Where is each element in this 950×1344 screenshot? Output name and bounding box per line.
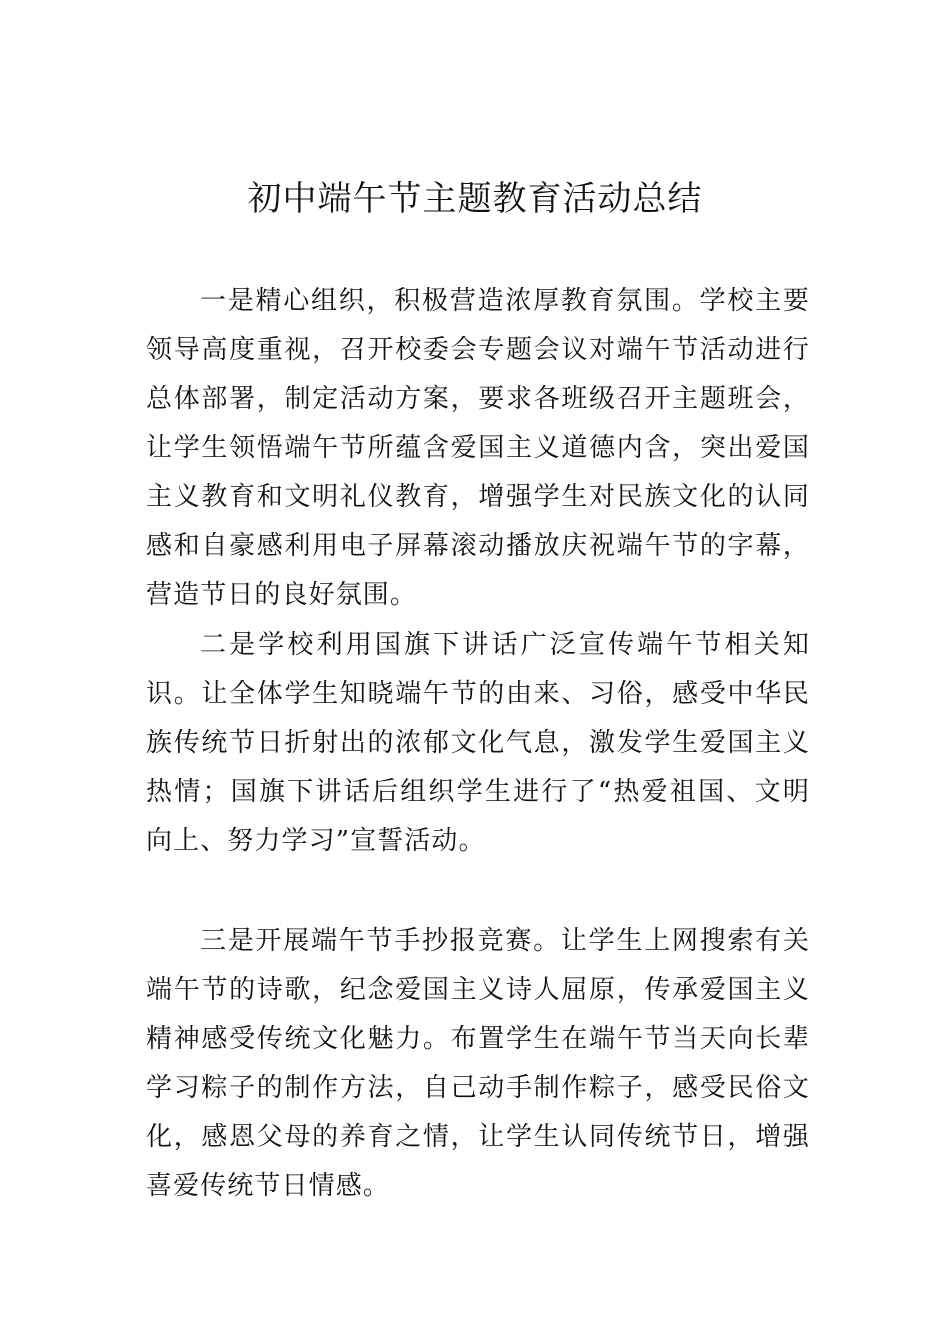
- document-title: 初中端午节主题教育活动总结: [247, 179, 703, 219]
- paragraph-3: 三是开展端午节手抄报竞赛。让学生上网搜索有关端午节的诗歌，纪念爱国主义诗人屈原，传承爱国主义精神感受传统文化魅力。布置学生在端午节当天向长辈学习粽子的制作方法，自己动手制作粽子，感受民俗文化，感恩父母的养育之情，让学生认同传统节日，增强喜爱传统节日情感。: [146, 926, 810, 1201]
- paragraph-1: 一是精心组织，积极营造浓厚教育氛围。学校主要领导高度重视，召开校委会专题会议对端午节活动进行总体部署，制定活动方案，要求各班级召开主题班会，让学生领悟端午节所蕴含爱国主义道德内含，突出爱国主义教育和文明礼仪教育，增强学生对民族文化的认同感和自豪感利用电子屏幕滚动播放庆祝端午节的字幕，营造节日的良好氛围。: [146, 286, 810, 610]
- paragraph-2: 二是学校利用国旗下讲话广泛宣传端午节相关知识。让全体学生知晓端午节的由来、习俗，感受中华民族传统节日折射出的浓郁文化气息，激发学生爱国主义热情；国旗下讲话后组织学生进行了“热爱祖国、文明向上、努力学习”宣誓活动。: [146, 630, 810, 856]
